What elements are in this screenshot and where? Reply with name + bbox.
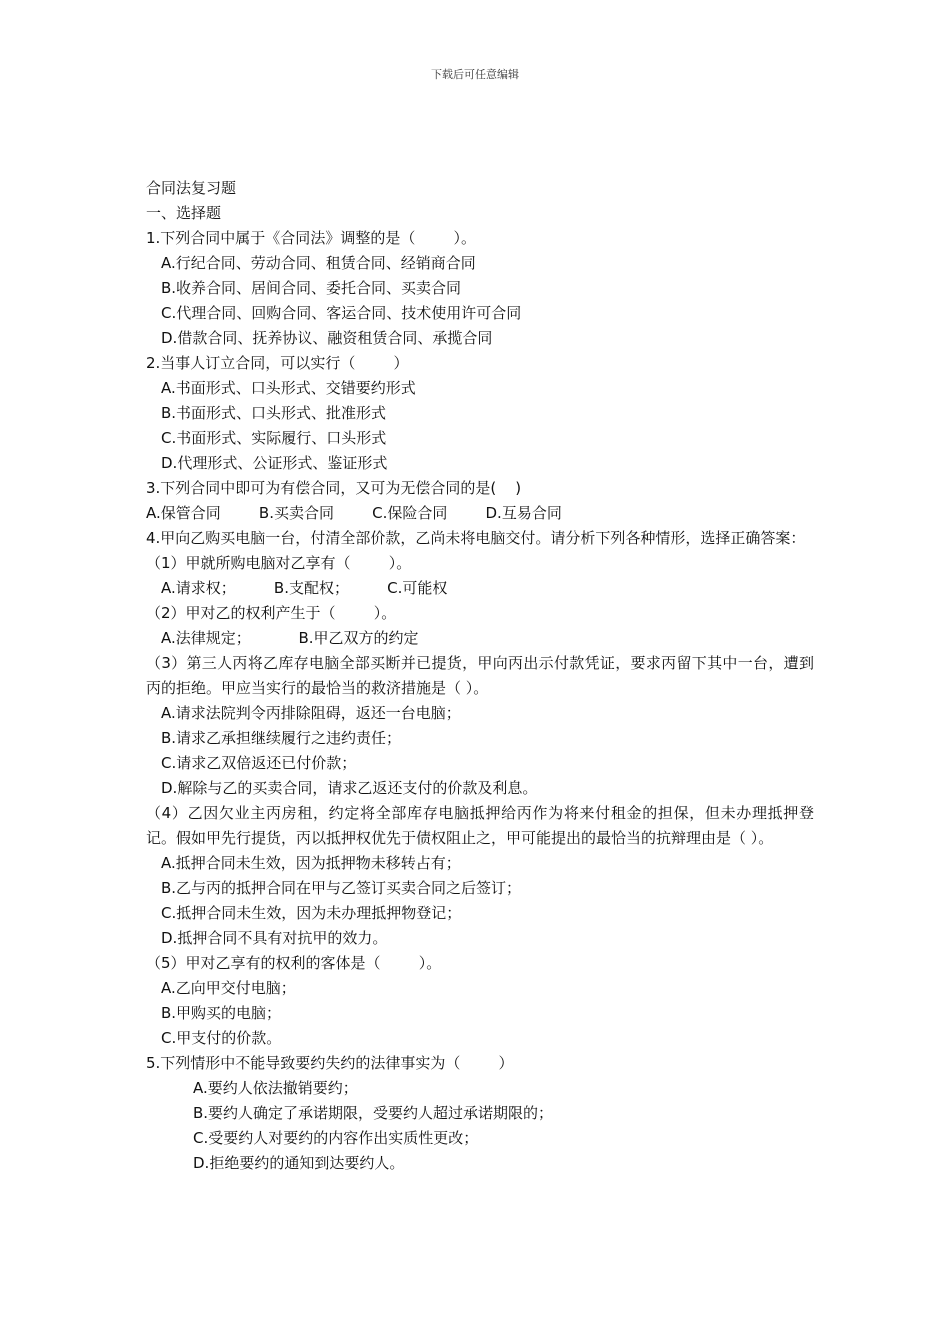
document-title: 合同法复习题 — [146, 179, 237, 197]
document-body — [146, 176, 814, 1176]
option-5d: D.拒绝要约的通知到达要约人。 — [193, 1154, 405, 1172]
question-1: 1.下列合同中属于《合同法》调整的是（ ）。 — [146, 229, 476, 247]
option-4-4a: A.抵押合同未生效，因为抵押物未移转占有； — [161, 854, 461, 872]
question-5: 5.下列情形中不能导致要约失约的法律事实为（ ） — [146, 1054, 514, 1072]
option-4-3b: B.请求乙承担继续履行之违约责任； — [161, 729, 402, 747]
question-3: 3.下列合同中即可为有偿合同，又可为无偿合同的是( ) — [146, 479, 522, 497]
option-5c: C.受要约人对要约的内容作出实质性更改； — [193, 1129, 479, 1147]
option-4-3d: D.解除与乙的买卖合同，请求乙返还支付的价款及利息。 — [161, 779, 538, 797]
option-4-5b: B.甲购买的电脑； — [161, 1004, 282, 1022]
options-4-1: A.请求权； B.支配权； C.可能权 — [161, 579, 448, 597]
option-4-3a: A.请求法院判令丙排除阻碍，返还一台电脑； — [161, 704, 461, 722]
option-4-3c: C.请求乙双倍返还已付价款； — [161, 754, 357, 772]
option-2d: D.代理形式、公证形式、鉴证形式 — [161, 454, 388, 472]
options-3: A.保管合同 B.买卖合同 C.保险合同 D.互易合同 — [146, 504, 562, 522]
question-4: 4.甲向乙购买电脑一台，付清全部价款，乙尚未将电脑交付。请分析下列各种情形，选择正确答案： — [146, 529, 806, 547]
question-4-3: （3）第三人丙将乙库存电脑全部买断并已提货，甲向丙出示付款凭证，要求丙留下其中一台，遭到丙的拒绝。甲应当实行的最恰当的救济措施是（ ）。 — [146, 654, 814, 697]
option-1b: B.收养合同、居间合同、委托合同、买卖合同 — [161, 279, 462, 297]
option-5b: B.要约人确定了承诺期限，受要约人超过承诺期限的； — [193, 1104, 554, 1122]
option-2c: C.书面形式、实际履行、口头形式 — [161, 429, 387, 447]
question-4-1: （1）甲就所购电脑对乙享有（ ）。 — [146, 554, 412, 572]
option-4-4c: C.抵押合同未生效，因为未办理抵押物登记； — [161, 904, 462, 922]
option-4-4d: D.抵押合同不具有对抗甲的效力。 — [161, 929, 388, 947]
question-4-2: （2）甲对乙的权利产生于（ ）。 — [146, 604, 397, 622]
option-2b: B.书面形式、口头形式、批准形式 — [161, 404, 387, 422]
option-5a: A.要约人依法撤销要约； — [193, 1079, 358, 1097]
option-1c: C.代理合同、回购合同、客运合同、技术使用许可合同 — [161, 304, 522, 322]
option-4-4b: B.乙与丙的抵押合同在甲与乙签订买卖合同之后签订； — [161, 879, 522, 897]
option-2a: A.书面形式、口头形式、交错要约形式 — [161, 379, 416, 397]
option-1d: D.借款合同、抚养协议、融资租赁合同、承揽合同 — [161, 329, 493, 347]
option-4-5c: C.甲支付的价款。 — [161, 1029, 282, 1047]
option-1a: A.行纪合同、劳动合同、租赁合同、经销商合同 — [161, 254, 476, 272]
options-4-2: A.法律规定； B.甲乙双方的约定 — [161, 629, 419, 647]
option-4-5a: A.乙向甲交付电脑； — [161, 979, 296, 997]
page-header: 下载后可任意编辑 — [431, 68, 519, 81]
section-heading: 一、选择题 — [146, 204, 222, 222]
question-2: 2.当事人订立合同，可以实行（ ） — [146, 354, 409, 372]
question-4-5: （5）甲对乙享有的权利的客体是（ ）。 — [146, 954, 442, 972]
question-4-4: （4）乙因欠业主丙房租，约定将全部库存电脑抵押给丙作为将来付租金的担保，但未办理抵押登记。假如甲先行提货，丙以抵押权优先于债权阻止之，甲可能提出的最恰当的抗辩理由是（ ）。 — [146, 804, 814, 847]
